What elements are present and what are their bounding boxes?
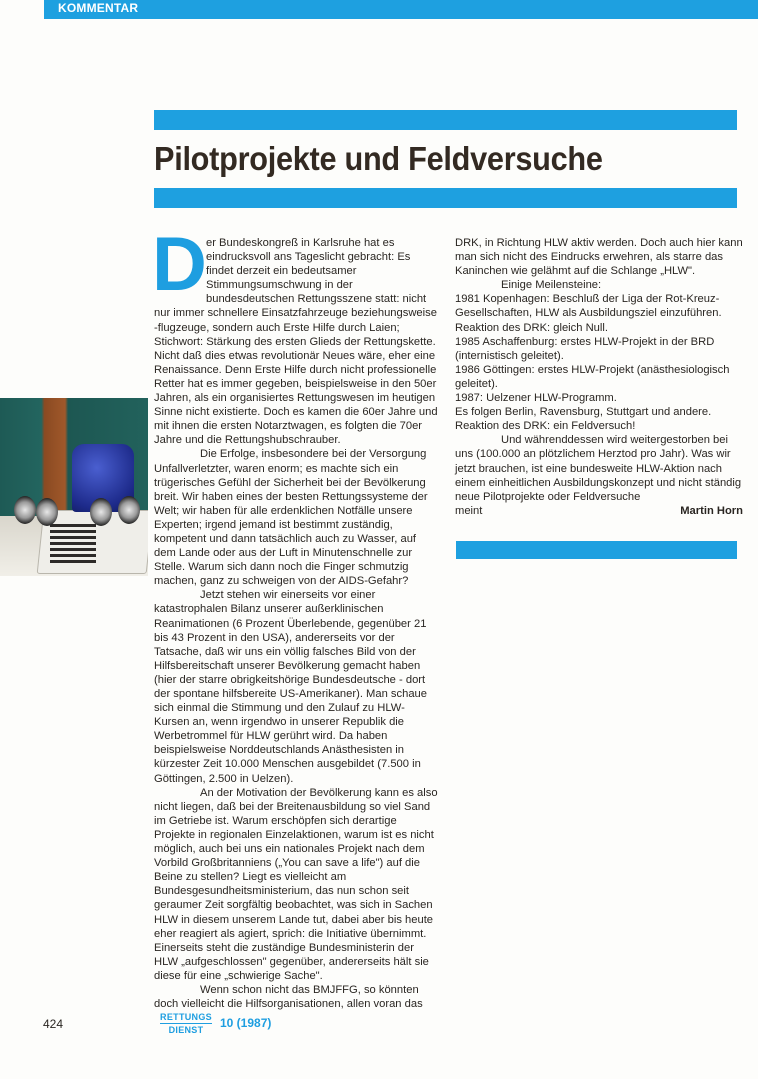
issue-number: 10 (1987) [220,1016,272,1030]
horn-icon [14,496,36,524]
horn-icon [118,496,140,524]
siren-grille [50,524,96,566]
milestone-item: Reaktion des DRK: ein Feldversuch! [455,420,636,433]
horn-icon [36,498,58,526]
title-rule-bottom [154,188,737,208]
paragraph: er Bundeskongreß in Karlsruhe hat es eindrucksvoll ans Tageslicht gebracht: Es findet derzeit ein bedeutsamer Stimmungsumschwung in der bundesdeutschen Rettungsszene statt: nicht nur immer schnellere Einsatzfahrzeuge beziehungsweise -flugzeuge, sondern auch Erste Hilfe durch Laien; Stichwort: Stärkung des ersten Glieds der Rettungskette. Nicht daß dies etwas revolutionär Neues wäre, eher eine Renaissance. Denn Erste Hilfe durch nicht professionelle Retter hat es immer gegeben, beispielsweise in den 50er Jahren, als ein organisiertes Rettungswesen im heutigen Sinne nicht existierte. Doch es kamen die 60er Jahre und mit ihnen die ersten Notarztwagen, es folgten die 70er Jahre und die Rettungshubschrauber. [154,237,438,447]
section-label: KOMMENTAR [58,1,139,15]
paragraph: DRK, in Richtung HLW aktiv werden. Doch auch hier kann man sich nicht des Eindrucks erwehren, als starre das Kaninchen wie gelähmt auf die Schlange „HLW". [455,237,743,278]
signature-line [455,504,743,518]
article-column-2 [455,236,743,518]
milestone-item: Es folgen Berlin, Ravensburg, Stuttgart und andere. [455,406,712,419]
milestone-item: 1981 Kopenhagen: Beschluß der Liga der Rot-Kreuz-Gesellschaften, HLW als Ausbildungsziel einzuführen. [455,293,722,320]
paragraph: Und währenddessen wird weitergestorben bei uns (100.000 an plötzlichem Herztod pro Jahr). Was wir jetzt brauchen, ist eine bundesweite HLW-Aktion nach einem einheitlichen Ausbildungskonzept und nicht ständig neue Pilotprojekte oder Feldversuche [455,434,742,503]
section-header-bar [44,0,758,19]
paragraph: Wenn schon nicht das BMJFFG, so könnten doch vielleicht die Hilfsorganisationen, allen voran das [154,983,423,1011]
title-rule-top [154,110,737,130]
siren-photo [0,398,148,576]
signoff: meint [455,504,483,517]
horn-icon [90,498,112,526]
paragraph: Jetzt stehen wir einerseits vor einer katastrophalen Bilanz unserer außerklinischen Reanimationen (6 Prozent Überlebende, gegenüber 21 bis 43 Prozent in den USA), andererseits vor der Tatsache, daß wir uns ein völlig falsches Bild von der Hilfsbereitschaft unserer Bevölkerung gemacht haben (hier der starre obrigkeitshörige Bundesdeutsche - dort der spontane hilfsbereite US-Amerikaner). Man schaue sich einmal die Stimmung und den Zulauf zu HLW-Kursen an, wenn irgendwo in unserer Republik die Werbetrommel für HLW gerührt wird. Da haben beispielsweise Norddeutschlands Anästhesisten in kürzester Zeit 10.000 Menschen ausgebildet (7.500 in Göttingen, 2.500 in Uelzen). [154,589,427,785]
end-rule [456,541,737,559]
milestones-heading: Einige Meilensteine: [501,279,602,292]
article-title: Pilotprojekte und Feldversuche [154,140,603,177]
page-number: 424 [43,1017,64,1031]
paragraph: An der Motivation der Bevölkerung kann es also nicht liegen, daß bei der Breitenausbildung so viel Sand im Getriebe ist. Warum erschöpfen sich derartige Projekte in regionalen Einzelaktionen, warum ist es nicht möglich, auch bei uns ein nationales Projekt nach dem Vorbild Großbritanniens („You can save a life") auf die Beine zu stellen? Liegt es vielleicht am Bundesgesundheitsministerium, das nun schon seit geraumer Zeit sorgfältig beobachtet, was sich in Sachen HLW in diesem unserem Lande tut, dabei aber bis heute eher reagiert als agiert, sprich: die Initiative übernimmt. Einerseits steht die zuständige Bundesministerin der HLW „aufgeschlossen" gegenüber, andererseits hält sie diese für eine „schwierige Sache". [154,786,438,982]
milestone-item: 1986 Göttingen: erstes HLW-Projekt (anästhesiologisch geleitet). [455,363,730,390]
drop-cap: D [152,222,207,307]
paragraph: Die Erfolge, insbesondere bei der Versorgung Unfallverletzter, waren enorm; es machte sich ein trügerisches Gefühl der Sicherheit bei der Bevölkerung breit. Wir haben eines der besten Rettungssysteme der Welt; wir haben für alle erdenklichen Notfälle unsere Experten; irgend jemand ist bestimmt zuständig, kompetent und dann tatsächlich auch zu Wasser, auf dem Lande oder aus der Luft in Minutenschnelle zur Stelle. Warum sich dann noch die Finger schmutzig machen, ganz zu schweigen von der AIDS-Gefahr? [154,448,428,588]
article-column-1 [152,222,438,1011]
author-name: Martin Horn [680,504,743,517]
milestone-item: 1987: Uelzener HLW-Programm. [455,392,617,405]
milestone-item: 1985 Aschaffenburg: erstes HLW-Projekt in der BRD (internistisch geleitet). [455,335,715,362]
milestone-item: Reaktion des DRK: gleich Null. [455,321,608,334]
rettungsdienst-logo: RETTUNGS DIENST [160,1012,212,1035]
